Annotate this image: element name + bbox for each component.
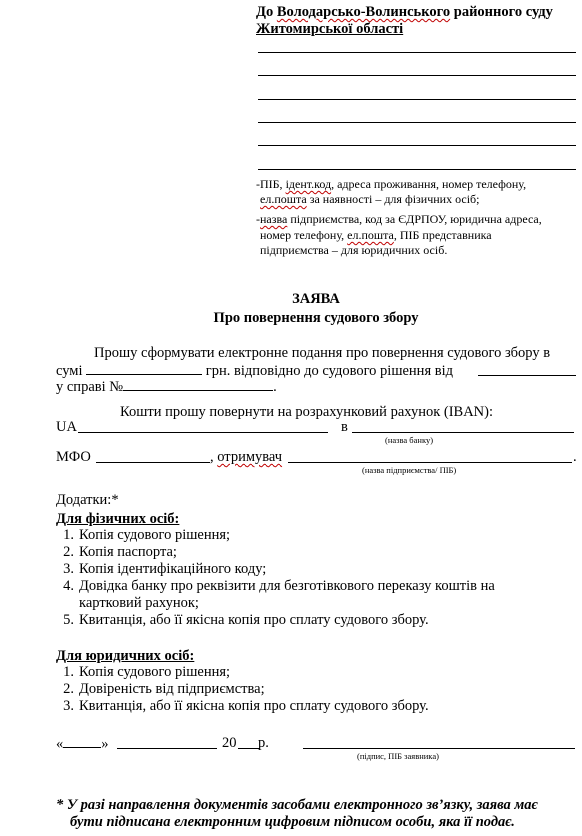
legal-entity-note-line-3: підприємства – для юридичних осіб.: [260, 243, 448, 257]
physical-person-note-line-2: [260, 192, 480, 207]
signature-field[interactable]: [303, 748, 575, 749]
date-signature-row: [56, 735, 109, 753]
attachments-heading: Додатки:*: [56, 492, 119, 508]
request-text: у справі №: [56, 379, 124, 395]
list-item-number: 4.: [63, 578, 74, 594]
list-item-number: 2.: [63, 544, 74, 560]
year-prefix: 20: [222, 735, 237, 751]
document-title: ЗАЯВА: [292, 291, 340, 307]
date-text: «: [56, 736, 64, 752]
note-text: ел.пошта: [347, 228, 394, 242]
recipient-text: отримувач: [217, 449, 283, 465]
document-subtitle: Про повернення судового збору: [213, 310, 419, 326]
list-item: [56, 544, 495, 561]
bank-prefix: в: [341, 419, 348, 435]
legal-attachments-list: [56, 664, 429, 715]
amount-field[interactable]: [86, 362, 202, 375]
legal-entity-note-line-2: [260, 228, 492, 243]
list-item: [56, 527, 495, 544]
list-item: [56, 681, 429, 698]
list-item: [56, 664, 429, 681]
list-item-text: Копія судового рішення;: [79, 664, 231, 680]
addressee-prefix: До: [256, 4, 277, 20]
applicant-blank-line: [258, 75, 576, 76]
addressee-suffix: районного суду: [450, 4, 553, 20]
date-text: »: [101, 736, 109, 752]
note-text: ідент.код: [285, 177, 332, 191]
recipient-label: [210, 449, 282, 466]
iban-field[interactable]: [78, 432, 328, 433]
request-line-3: [56, 378, 277, 396]
applicant-blank-line: [258, 122, 576, 123]
note-text: за наявності – для фізичних осіб;: [306, 192, 480, 206]
list-item-text: Квитанція, або її якісна копія про сплату судового збору.: [79, 612, 429, 628]
list-item-number: 1.: [63, 664, 74, 680]
note-text: -: [256, 212, 260, 226]
year-suffix: р.: [258, 735, 269, 751]
case-number-field[interactable]: [123, 378, 273, 391]
note-text: підприємства, код за ЄДРПОУ, юридична адреса,: [287, 212, 542, 226]
footnote-line-1: * У разі направлення документів засобами електронного зв’язку, заява має: [56, 797, 538, 813]
list-item-number: 3.: [63, 698, 74, 714]
mfo-label: МФО: [56, 449, 91, 465]
list-item: [56, 612, 495, 629]
addressee-court-name: Володарсько-Волинського: [276, 4, 451, 20]
signature-caption: (підпис, ПІБ заявника): [357, 751, 439, 761]
addressee-line-2: Житомирської області: [256, 21, 404, 37]
list-item: [56, 561, 495, 578]
footnote-line-2: бути підписана електронним цифровим підписом особи, яка її подає.: [70, 814, 515, 830]
physical-person-note-line-1: [256, 177, 526, 192]
note-text: -ПІБ,: [256, 177, 286, 191]
list-item-text: Квитанція, або її якісна копія про сплату судового збору.: [79, 698, 429, 714]
note-text: , адреса проживання, номер телефону,: [331, 177, 527, 191]
list-item-text: Копія судового рішення;: [79, 527, 231, 543]
mfo-field[interactable]: [96, 462, 210, 463]
request-line-1: Прошу сформувати електронне подання про повернення судового збору в: [94, 345, 551, 361]
list-item-text: Довіреність від підприємства;: [79, 681, 265, 697]
addressee-line-1: [256, 4, 553, 21]
recipient-field[interactable]: [288, 462, 572, 463]
day-field[interactable]: [63, 735, 101, 748]
physical-attachments-list: [56, 527, 495, 629]
note-text: ел.пошта: [260, 192, 307, 206]
list-item: [56, 595, 495, 612]
applicant-blank-line: [258, 52, 576, 53]
note-text: номер телефону,: [260, 228, 348, 242]
list-item-text: Копія паспорта;: [79, 544, 177, 560]
legal-entities-heading: Для юридичних осіб:: [56, 648, 195, 664]
request-text: сумі: [56, 363, 87, 379]
list-item-number: 1.: [63, 527, 74, 543]
month-field[interactable]: [117, 748, 217, 749]
list-item-text: Копія ідентифікаційного коду;: [79, 561, 267, 577]
applicant-blank-line: [258, 145, 576, 146]
list-item-text: картковий рахунок;: [79, 595, 199, 611]
list-item-number: 3.: [63, 561, 74, 577]
bank-name-field[interactable]: [352, 432, 574, 433]
list-item-number: 5.: [63, 612, 74, 628]
request-text: .: [273, 379, 277, 395]
applicant-blank-line: [258, 99, 576, 100]
note-text: , ПІБ представника: [393, 228, 492, 242]
physical-persons-heading: Для фізичних осіб:: [56, 511, 180, 527]
bank-caption: (назва банку): [385, 435, 434, 445]
list-item: [56, 698, 429, 715]
note-text: назва: [260, 212, 288, 226]
year-field[interactable]: [238, 748, 260, 749]
recipient-end: .: [573, 449, 577, 465]
recipient-text: ,: [210, 449, 218, 465]
request-text: грн. відповідно до судового рішення від: [202, 363, 453, 379]
list-item-number: 2.: [63, 681, 74, 697]
legal-entity-note-line-1: [256, 212, 542, 227]
list-item: [56, 578, 495, 595]
applicant-blank-line: [258, 169, 576, 170]
iban-prefix: UA: [56, 419, 77, 435]
decision-date-field[interactable]: [478, 375, 576, 376]
recipient-caption: (назва підприємства/ ПІБ): [362, 465, 457, 475]
list-item-text: Довідка банку про реквізити для безготівкового переказу коштів на: [79, 578, 495, 594]
payment-intro: Кошти прошу повернути на розрахунковий рахунок (IBAN):: [120, 404, 494, 420]
